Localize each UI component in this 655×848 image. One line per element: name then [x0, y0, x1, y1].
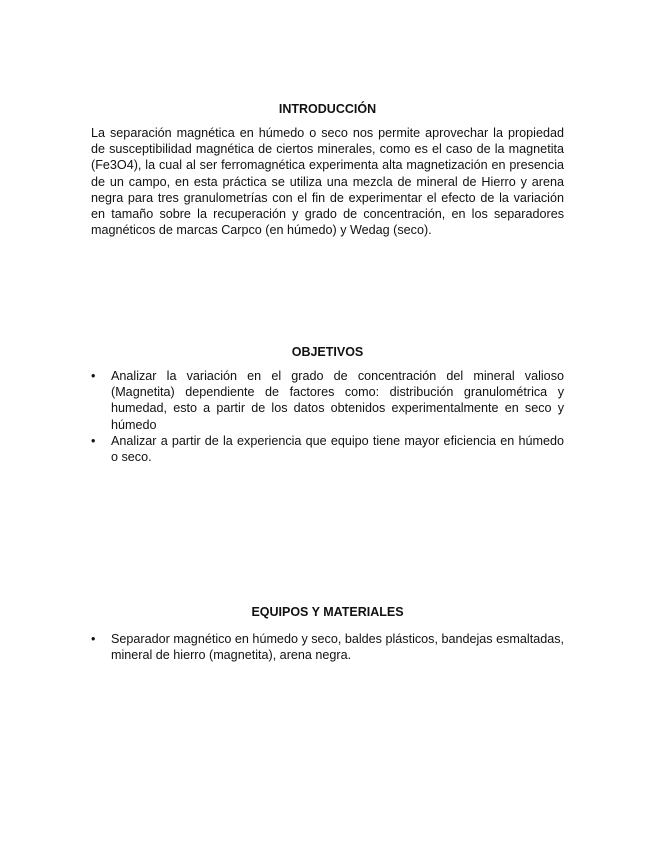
- list-item: [91, 433, 564, 465]
- equipos-text: Separador magnético en húmedo y seco, baldes plásticos, bandejas esmaltadas, mineral de hierro (magnetita), arena negra.: [111, 632, 564, 663]
- list-item: [91, 631, 564, 663]
- introduccion-heading: INTRODUCCIÓN: [278, 102, 377, 116]
- equipos-list: [91, 631, 564, 663]
- introduccion-paragraph: La separación magnética en húmedo o seco nos permite aprovechar la propiedad de susceptibilidad magnética de ciertos minerales, como es el caso de la magnetita (Fe3O4), la cual al ser ferromagnética experimenta alta magnetización en presencia de un campo, en esta práctica se utiliza una mezcla de mineral de Hierro y arena negra para tres granulometrías con el fin de experimentar el efecto de la variación en tamaño sobre la recuperación y grado de concentración, en los separadores magnéticos de marcas Carpco (en húmedo) y Wedag (seco).: [91, 126, 564, 238]
- objetivo-text-2: Analizar a partir de la experiencia que equipo tiene mayor eficiencia en húmedo o seco.: [111, 433, 564, 465]
- objetivo-text-1: Analizar la variación en el grado de concentración del mineral valioso (Magnetita) dependiente de factores como: distribución granulométrica y humedad, esto a partir de los datos obtenidos experimentalmente en seco y húmedo: [111, 369, 564, 432]
- bullet-icon: •: [91, 632, 96, 646]
- equipos-heading: EQUIPOS Y MATERIALES: [251, 605, 404, 619]
- objetivos-list: [91, 368, 564, 465]
- list-item: [91, 368, 564, 433]
- bullet-icon: •: [91, 433, 96, 448]
- objetivos-heading: OBJETIVOS: [291, 345, 364, 359]
- bullet-icon: •: [91, 369, 96, 383]
